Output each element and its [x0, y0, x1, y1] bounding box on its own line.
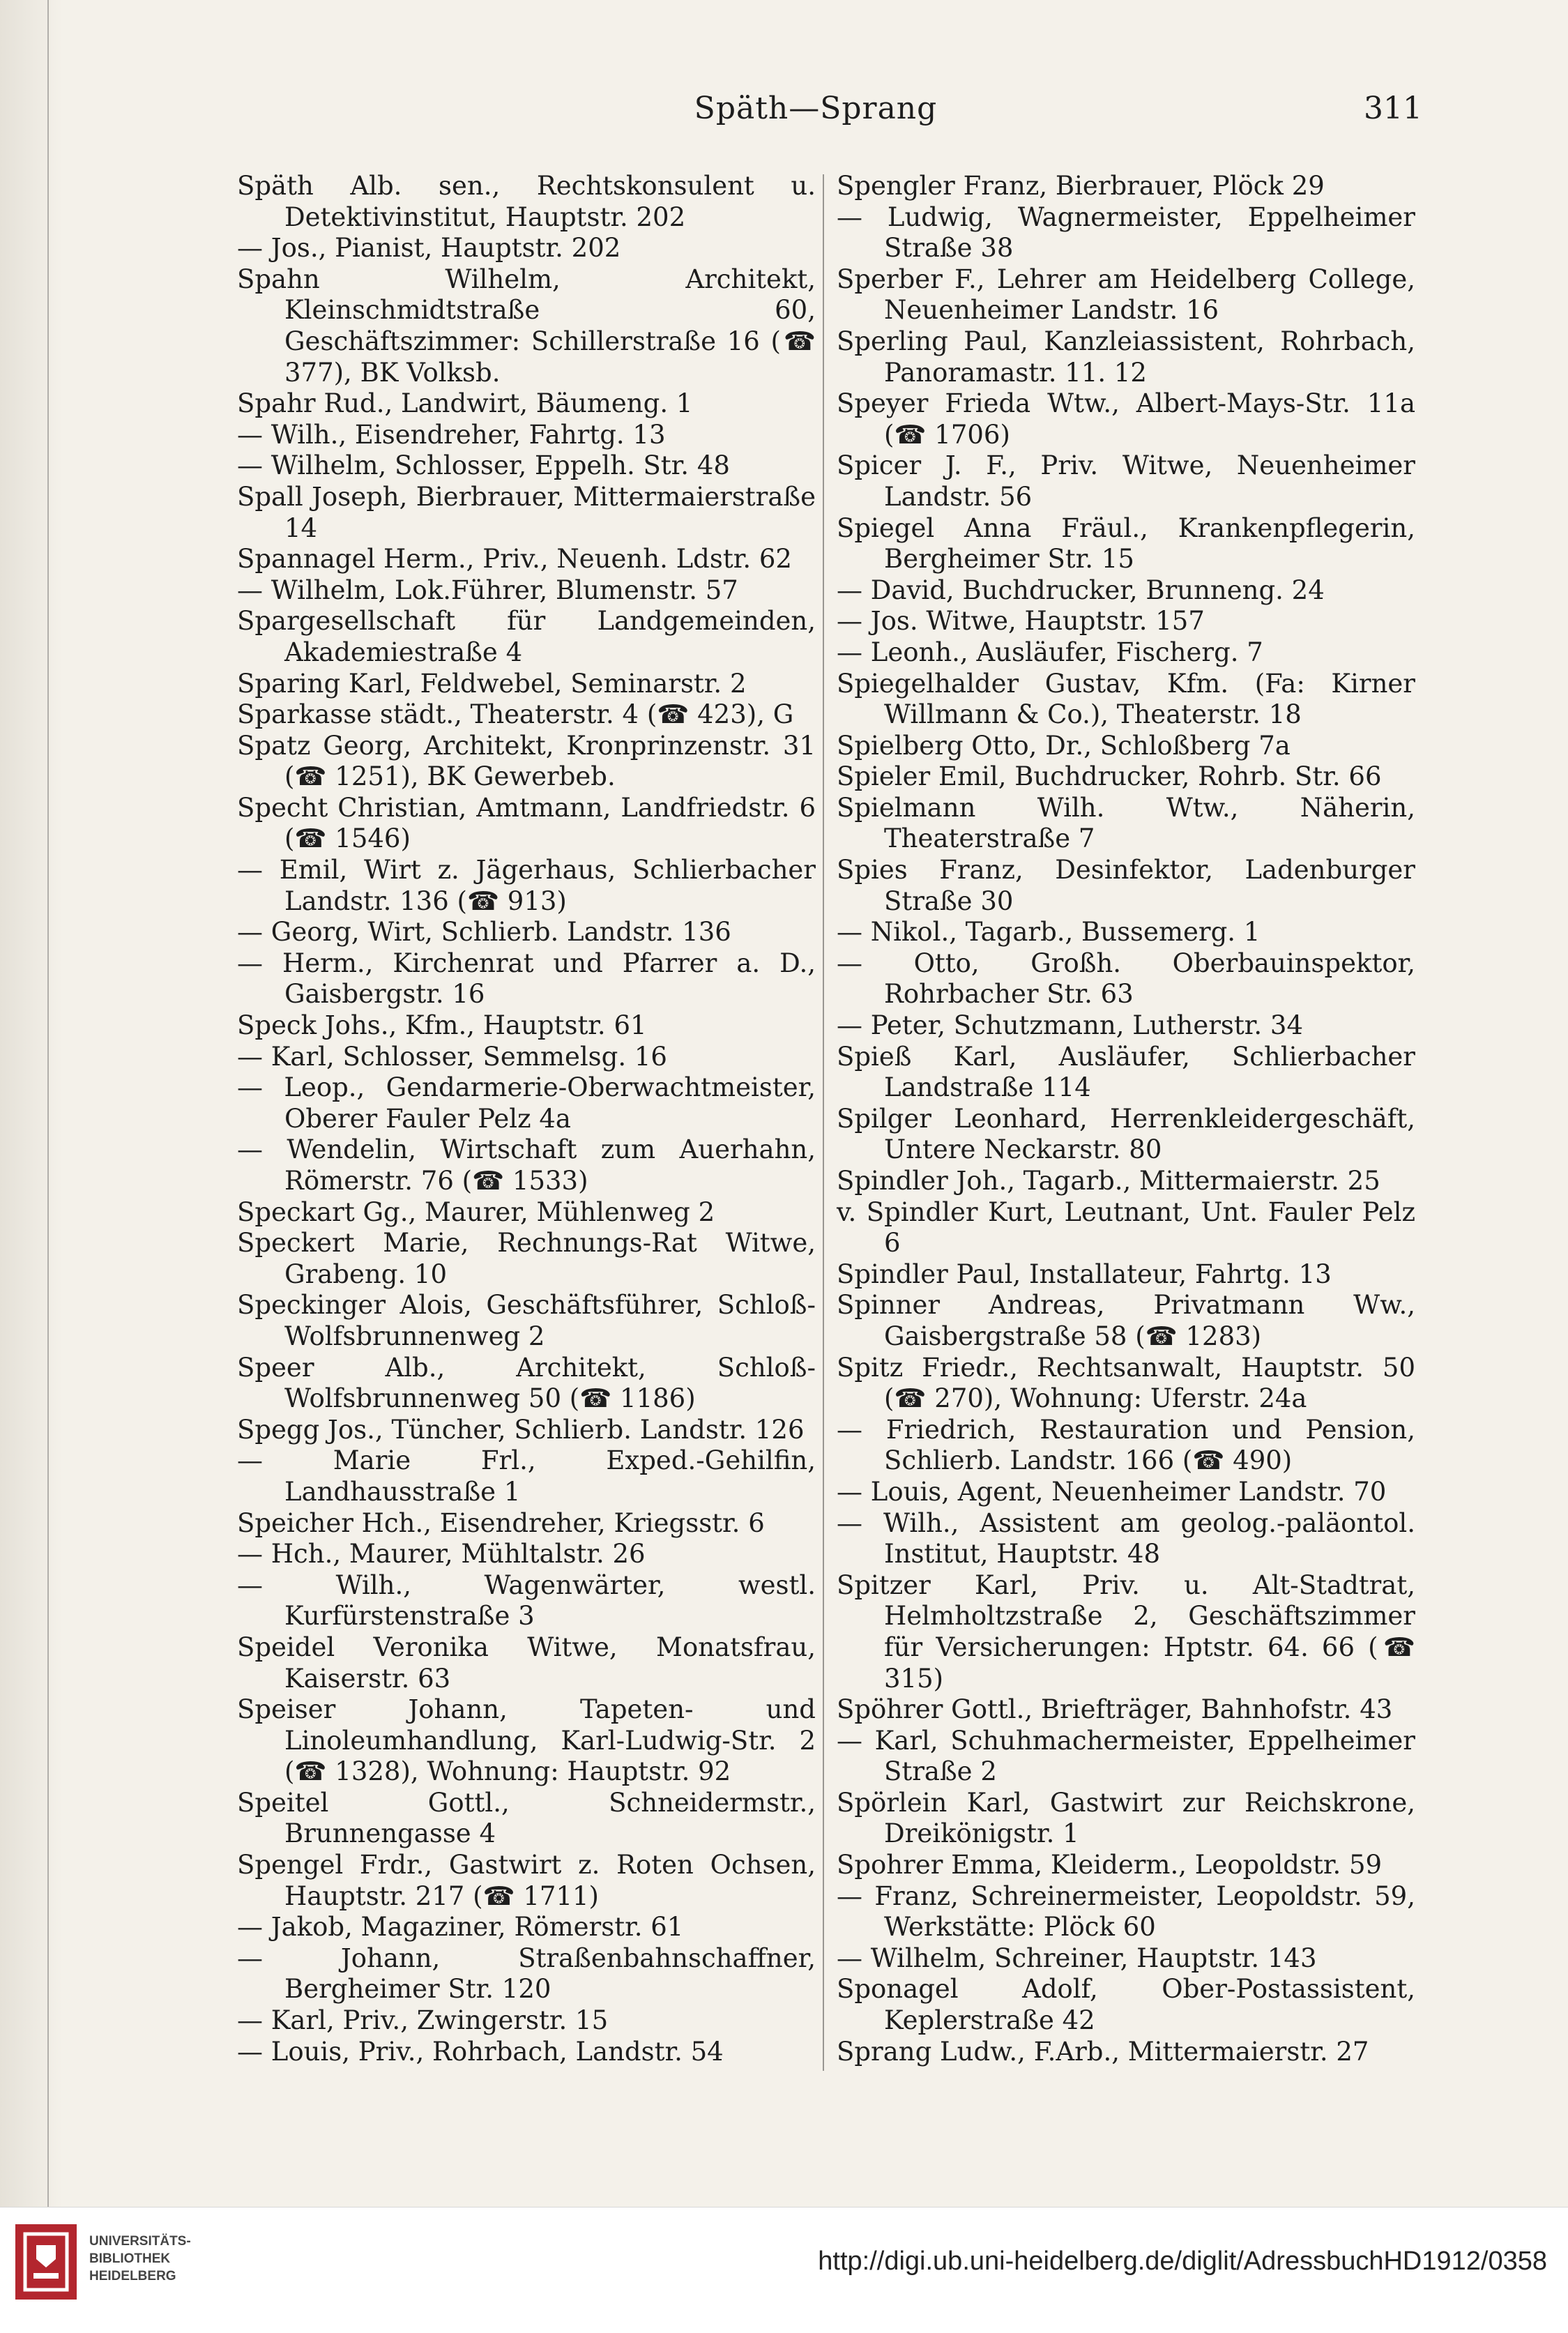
column-divider — [823, 174, 824, 2071]
directory-entry: Spilger Leonhard, Herrenkleidergeschäft, Untere Neckarstr. 80 — [837, 1103, 1415, 1165]
directory-entry: Spiegel Anna Fräul., Krankenpflegerin, Bergheimer Str. 15 — [837, 512, 1415, 575]
directory-entry: — Ludwig, Wagnermeister, Eppelheimer Straße 38 — [837, 202, 1415, 264]
directory-entry: Speckart Gg., Maurer, Mühlenweg 2 — [237, 1196, 715, 1227]
directory-entry: — Franz, Schreinermeister, Leopoldstr. 59, Werkstätte: Plöck 60 — [837, 1880, 1415, 1943]
directory-entry: — Wendelin, Wirtschaft zum Auerhahn, Römerstr. 76 (☎ 1533) — [237, 1134, 816, 1196]
directory-entry: — Friedrich, Restauration und Pension, Schlierb. Landstr. 166 (☎ 490) — [837, 1414, 1415, 1476]
directory-entry: Specht Christian, Amtmann, Landfriedstr. 6 (☎ 1546) — [237, 792, 816, 854]
directory-entry: — Wilhelm, Schreiner, Hauptstr. 143 — [837, 1943, 1317, 1973]
directory-entry: — Peter, Schutzmann, Lutherstr. 34 — [837, 1010, 1303, 1041]
directory-entry: Speitel Gottl., Schneidermstr., Brunnengasse 4 — [237, 1787, 816, 1849]
directory-entry: — Nikol., Tagarb., Bussemerg. 1 — [837, 917, 1261, 948]
directory-entry: Sponagel Adolf, Ober-Postassistent, Keplerstraße 42 — [837, 1974, 1415, 2036]
directory-entry: Spieler Emil, Buchdrucker, Rohrb. Str. 66 — [837, 761, 1382, 792]
directory-entry: Spörlein Karl, Gastwirt zur Reichskrone, Dreikönigstr. 1 — [837, 1787, 1415, 1849]
directory-entry: Sparkasse städt., Theaterstr. 4 (☎ 423), G — [237, 699, 794, 730]
directory-entry: Spicer J. F., Priv. Witwe, Neuenheimer Landstr. 56 — [837, 450, 1415, 512]
directory-entry: Spahn Wilhelm, Architekt, Kleinschmidtstraße 60, Geschäftszimmer: Schillerstraße 16 (☎ 377), BK Volksb. — [237, 264, 816, 388]
directory-entry: Spannagel Herm., Priv., Neuenh. Ldstr. 62 — [237, 544, 792, 575]
page-number: 311 — [1364, 91, 1422, 126]
directory-entry: Speer Alb., Architekt, Schloß-Wolfsbrunnenweg 50 (☎ 1186) — [237, 1352, 816, 1414]
directory-entry: — Jos. Witwe, Hauptstr. 157 — [837, 606, 1205, 637]
source-url-link[interactable]: http://digi.ub.uni-heidelberg.de/diglit/AdressbuchHD1912/0358 — [818, 2247, 1547, 2276]
directory-entry: Spall Joseph, Bierbrauer, Mittermaierstraße 14 — [237, 481, 816, 543]
directory-entry: — Karl, Priv., Zwingerstr. 15 — [237, 2005, 609, 2036]
directory-entry: Spengel Frdr., Gastwirt z. Roten Ochsen, Hauptstr. 217 (☎ 1711) — [237, 1850, 816, 1911]
directory-entry: — Emil, Wirt z. Jägerhaus, Schlierbacher Landstr. 136 (☎ 913) — [237, 855, 816, 916]
directory-entry: Spindler Joh., Tagarb., Mittermaierstr. 25 — [837, 1166, 1380, 1196]
directory-entry: Spohrer Emma, Kleiderm., Leopoldstr. 59 — [837, 1850, 1383, 1880]
library-name-line: HEIDELBERG — [89, 2269, 176, 2283]
directory-entry: — Leonh., Ausläufer, Fischerg. 7 — [837, 637, 1263, 667]
directory-entry: — Jos., Pianist, Hauptstr. 202 — [237, 233, 621, 264]
directory-entry: Speckinger Alois, Geschäftsführer, Schloß-Wolfsbrunnenweg 2 — [237, 1290, 816, 1351]
directory-entry: — Hch., Maurer, Mühltalstr. 26 — [237, 1539, 646, 1570]
directory-entry: — David, Buchdrucker, Brunneng. 24 — [837, 575, 1325, 605]
directory-entry: — Karl, Schuhmachermeister, Eppelheimer Straße 2 — [837, 1725, 1415, 1787]
directory-entry: Spiegelhalder Gustav, Kfm. (Fa: Kirner Willmann & Co.), Theaterstr. 18 — [837, 668, 1415, 730]
directory-entry: — Wilhelm, Schlosser, Eppelh. Str. 48 — [237, 450, 730, 481]
directory-entry: Speck Johs., Kfm., Hauptstr. 61 — [237, 1010, 647, 1041]
directory-entry: Spitzer Karl, Priv. u. Alt-Stadtrat, Helmholtzstraße 2, Geschäftszimmer für Versicherungen: Hptstr. 64. 66 (☎ 315) — [837, 1570, 1415, 1694]
directory-entry: Sperling Paul, Kanzleiassistent, Rohrbach, Panoramastr. 11. 12 — [837, 326, 1415, 388]
running-title: Späth—Sprang — [694, 91, 938, 126]
directory-entry: Spegg Jos., Tüncher, Schlierb. Landstr. 126 — [237, 1414, 805, 1445]
directory-entry: Speidel Veronika Witwe, Monatsfrau, Kaiserstr. 63 — [237, 1632, 816, 1694]
directory-entry: Spindler Paul, Installateur, Fahrtg. 13 — [837, 1259, 1332, 1289]
directory-entry: — Wilh., Wagenwärter, westl. Kurfürstenstraße 3 — [237, 1570, 816, 1632]
directory-entry: — Wilh., Assistent am geolog.-paläontol. Institut, Hauptstr. 48 — [837, 1507, 1415, 1570]
directory-entry: — Johann, Straßenbahnschaffner, Bergheimer Str. 120 — [237, 1943, 816, 2005]
directory-entry: Sperber F., Lehrer am Heidelberg College, Neuenheimer Landstr. 16 — [837, 264, 1415, 326]
directory-entry: — Otto, Großh. Oberbauinspektor, Rohrbacher Str. 63 — [837, 948, 1415, 1010]
directory-entry: Speiser Johann, Tapeten- und Linoleumhandlung, Karl-Ludwig-Str. 2 (☎ 1328), Wohnung: Hauptstr. 92 — [237, 1694, 816, 1787]
directory-entry: Spöhrer Gottl., Briefträger, Bahnhofstr. 43 — [837, 1694, 1393, 1725]
left-column — [237, 171, 816, 2067]
directory-entry: Sparing Karl, Feldwebel, Seminarstr. 2 — [237, 668, 747, 699]
directory-entry: Speckert Marie, Rechnungs-Rat Witwe, Grabeng. 10 — [237, 1228, 816, 1289]
directory-entry: Spatz Georg, Architekt, Kronprinzenstr. 31 (☎ 1251), BK Gewerbeb. — [237, 730, 816, 792]
directory-entry: — Louis, Priv., Rohrbach, Landstr. 54 — [237, 2036, 724, 2067]
directory-entry: Spieß Karl, Ausläufer, Schlierbacher Landstraße 114 — [837, 1041, 1415, 1103]
directory-entry: Spahr Rud., Landwirt, Bäumeng. 1 — [237, 388, 693, 419]
page-binding-edge — [0, 0, 63, 2217]
directory-entry: Speicher Hch., Eisendreher, Kriegsstr. 6 — [237, 1507, 765, 1538]
directory-entry: — Georg, Wirt, Schlierb. Landstr. 136 — [237, 917, 731, 948]
library-name-line: UNIVERSITÄTS- — [89, 2234, 191, 2249]
page-header — [209, 91, 1422, 132]
directory-entry: — Wilhelm, Lok.Führer, Blumenstr. 57 — [237, 575, 738, 605]
library-logo-icon — [15, 2224, 77, 2300]
directory-entry: Speyer Frieda Wtw., Albert-Mays-Str. 11a (☎ 1706) — [837, 388, 1415, 450]
directory-entry: v. Spindler Kurt, Leutnant, Unt. Fauler Pelz 6 — [837, 1196, 1415, 1259]
directory-entry: — Jakob, Magaziner, Römerstr. 61 — [237, 1912, 684, 1943]
directory-entry: Sprang Ludw., F.Arb., Mittermaierstr. 27 — [837, 2036, 1369, 2067]
directory-entry: Spies Franz, Desinfektor, Ladenburger Straße 30 — [837, 855, 1415, 916]
library-name — [89, 2233, 191, 2285]
directory-entry: — Louis, Agent, Neuenheimer Landstr. 70 — [837, 1476, 1387, 1507]
directory-entry: Spinner Andreas, Privatmann Ww., Gaisbergstraße 58 (☎ 1283) — [837, 1290, 1415, 1351]
library-name-line: BIBLIOTHEK — [89, 2251, 171, 2266]
directory-entry: Spielmann Wilh. Wtw., Näherin, Theaterstraße 7 — [837, 792, 1415, 854]
right-column — [837, 171, 1415, 2067]
directory-entry: — Marie Frl., Exped.-Gehilfin, Landhausstraße 1 — [237, 1445, 816, 1507]
directory-entry: — Herm., Kirchenrat und Pfarrer a. D., Gaisbergstr. 16 — [237, 948, 816, 1010]
directory-entry: Spargesellschaft für Landgemeinden, Akademiestraße 4 — [237, 606, 816, 667]
directory-entry: — Wilh., Eisendreher, Fahrtg. 13 — [237, 419, 666, 450]
directory-entry: Späth Alb. sen., Rechtskonsulent u. Detektivinstitut, Hauptstr. 202 — [237, 171, 816, 232]
directory-entry: — Karl, Schlosser, Semmelsg. 16 — [237, 1041, 667, 1072]
directory-entry: Spitz Friedr., Rechtsanwalt, Hauptstr. 50 (☎ 270), Wohnung: Uferstr. 24a — [837, 1352, 1415, 1414]
directory-entry: Spielberg Otto, Dr., Schloßberg 7a — [837, 730, 1291, 761]
directory-entry: Spengler Franz, Bierbrauer, Plöck 29 — [837, 171, 1325, 201]
directory-entry: — Leop., Gendarmerie-Oberwachtmeister, Oberer Fauler Pelz 4a — [237, 1072, 816, 1134]
